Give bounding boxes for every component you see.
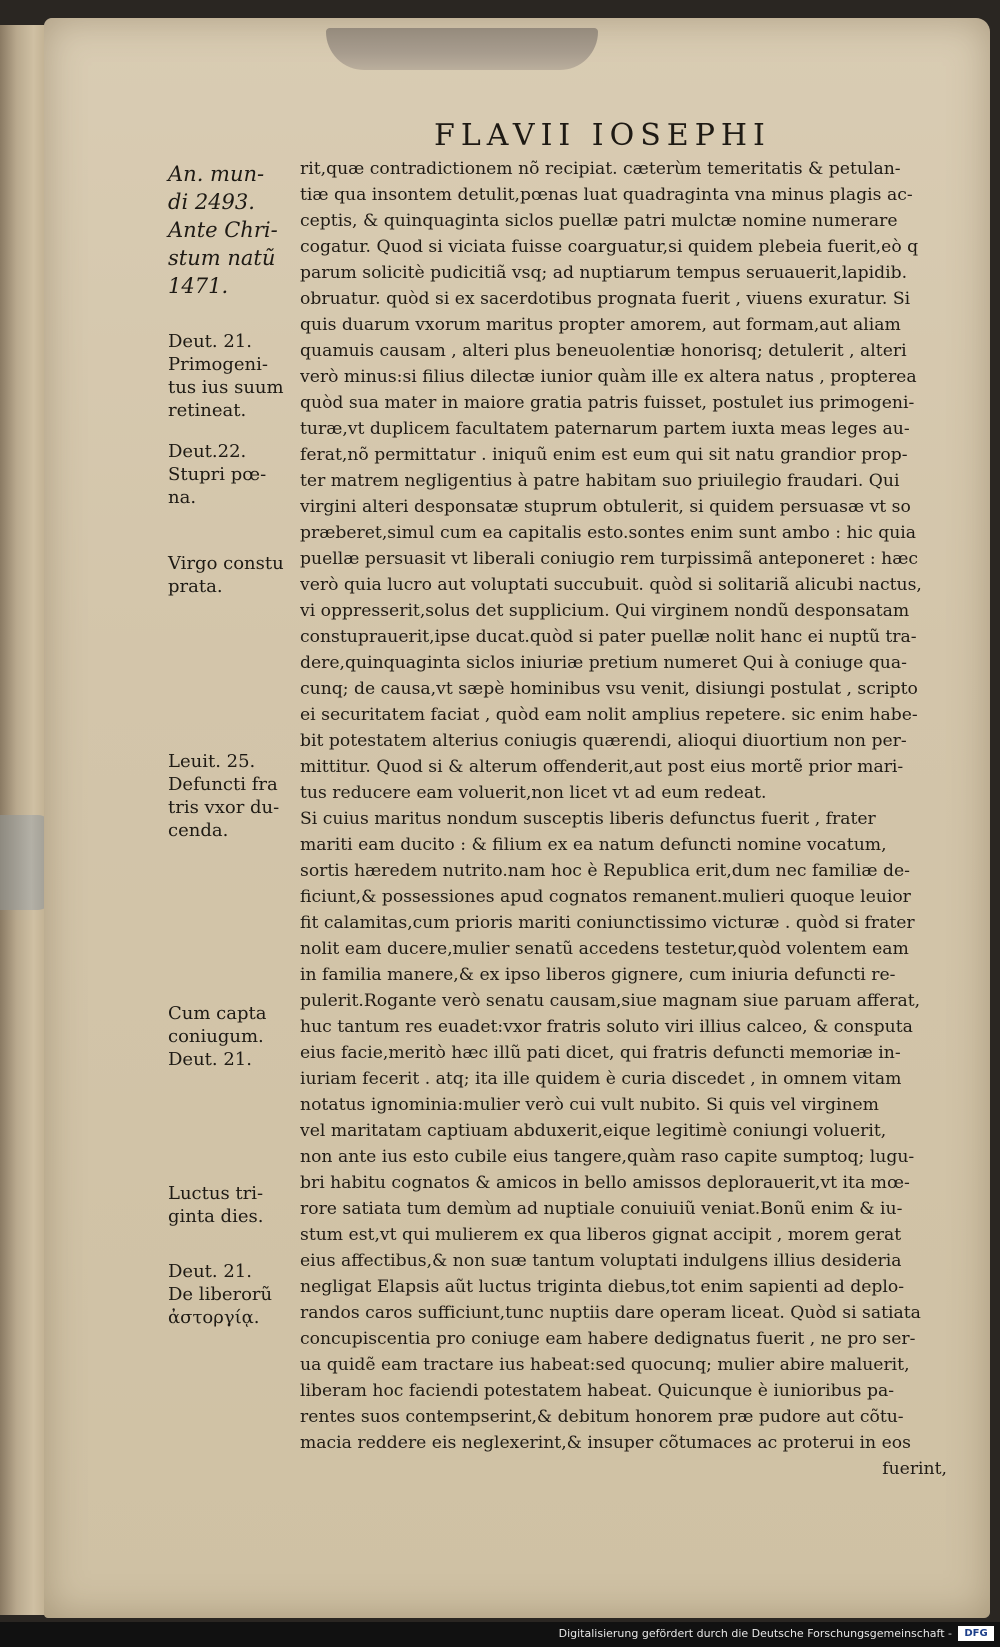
body-line: concupiscentia pro coniuge eam habere dedignatus fuerit , ne pro ser-: [300, 1329, 916, 1349]
margin-note-capta: [168, 1002, 266, 1071]
margin-note-line: Primogeni-: [168, 354, 268, 375]
margin-note-line: Defuncti fra: [168, 774, 278, 795]
body-text: [300, 156, 955, 1482]
margin-note-line: Cum capta: [168, 1003, 267, 1024]
body-line: eius facie,meritò hæc illũ pati dicet, qui fratris defuncti memoriæ in-: [300, 1043, 901, 1063]
body-line: bri habitu cognatos & amicos in bello amissos deplorauerit,vt ita mœ-: [300, 1173, 910, 1193]
body-line: virgini alteri desponsatæ stuprum obtulerit, si quidem persuasæ vt so: [300, 497, 911, 517]
margin-note-line: ginta dies.: [168, 1206, 264, 1227]
body-line: puellæ persuasit vt liberali coniugio rem turpissimã anteponeret : hæc: [300, 549, 918, 569]
margin-note-luctus: [168, 1182, 263, 1228]
body-line: in familia manere,& ex ipso liberos gignere, cum iniuria defuncti re-: [300, 965, 896, 985]
margin-note-line: Leuit. 25.: [168, 751, 256, 772]
body-line: mariti eam ducito : & filium ex ea natum defuncti nomine vocatum,: [300, 835, 887, 855]
dfg-logo: DFG: [958, 1626, 994, 1641]
body-line: ei securitatem faciat , quòd eam nolit amplius repetere. sic enim habe-: [300, 705, 918, 725]
body-line: quis duarum vxorum maritus propter amorem, aut formam,aut aliam: [300, 315, 901, 335]
margin-note-line: ἀστοργίᾳ.: [168, 1307, 260, 1328]
margin-note-line: Stupri pœ-: [168, 464, 267, 485]
body-line: negligat Elapsis aũt luctus triginta diebus,tot enim sapienti ad deplo-: [300, 1277, 905, 1297]
tape-strip: [326, 28, 598, 70]
margin-note-line: 1471.: [168, 274, 229, 298]
body-line: rit,quæ contradictionem nõ recipiat. cæterùm temeritatis & petulan-: [300, 159, 901, 179]
funding-credit: Digitalisierung gefördert durch die Deutsche Forschungsgemeinschaft -: [558, 1627, 952, 1640]
body-line: macia reddere eis neglexerint,& insuper cõtumaces ac proterui in eos: [300, 1433, 911, 1453]
body-line: verò quia lucro aut voluptati succubuit. quòd si solitariã alicubi nactus,: [300, 575, 922, 595]
body-line: dere,quinquaginta siclos iniuriæ pretium numeret Qui à coniuge qua-: [300, 653, 907, 673]
margin-note-line: tus ius suum: [168, 377, 284, 398]
body-line: ceptis, & quinquaginta siclos puellæ patri mulctæ nomine numerare: [300, 211, 898, 231]
body-line: ficiunt,& possessiones apud cognatos remanent.mulieri quoque leuior: [300, 887, 911, 907]
body-line: mittitur. Quod si & alterum offenderit,aut post eius mortẽ prior mari-: [300, 757, 904, 777]
margin-note-line: retineat.: [168, 400, 247, 421]
margin-note-line: prata.: [168, 576, 223, 597]
running-head: FLAVII IOSEPHI: [434, 118, 771, 153]
margin-note-line: De liberorũ: [168, 1284, 273, 1305]
body-line: cogatur. Quod si viciata fuisse coarguatur,si quidem plebeia fuerit,eò q: [300, 237, 919, 257]
body-line: eius affectibus,& non suæ tantum voluptati indulgens illius desideria: [300, 1251, 902, 1271]
body-line: stum est,vt qui mulierem ex qua liberos gignat accipit , morem gerat: [300, 1225, 902, 1245]
body-line: pulerit.Rogante verò senatu causam,siue magnam siue paruam afferat,: [300, 991, 921, 1011]
body-line: rore satiata tum demùm ad nuptiale conuiuiũ veniat.Bonũ enim & iu-: [300, 1199, 903, 1219]
body-line: vel maritatam captiuam abduxerit,eique legitimè coniungi voluerit,: [300, 1121, 887, 1141]
margin-note-date: [168, 160, 278, 300]
body-line: iuriam fecerit . atq; ita ille quidem è curia discedet , in omnem vitam: [300, 1069, 902, 1089]
body-line: vi oppresserit,solus det supplicium. Qui virginem nondũ desponsatam: [300, 601, 910, 621]
body-line: ferat,nõ permittatur . iniquũ enim est eum qui sit natu grandior prop-: [300, 445, 908, 465]
margin-note-virgo: [168, 552, 284, 598]
body-line: fit calamitas,cum prioris mariti coniunctissimo victuræ . quòd si frater: [300, 913, 915, 933]
body-line: tiæ qua insontem detulit,pœnas luat quadraginta vna minus plagis ac-: [300, 185, 913, 205]
body-line: quòd sua mater in maiore gratia patris fuisset, postulet ius primogeni-: [300, 393, 915, 413]
body-line: liberam hoc faciendi potestatem habeat. Quicunque è iunioribus pa-: [300, 1381, 895, 1401]
body-line: randos caros sufficiunt,tunc nuptiis dare operam liceat. Quòd si satiata: [300, 1303, 921, 1323]
margin-note-defuncti: [168, 750, 279, 842]
body-line: bit potestatem alterius coniugis quærendi, alioqui diuortium non per-: [300, 731, 907, 751]
margin-note-liberorum: [168, 1260, 272, 1329]
margin-note-line: na.: [168, 487, 197, 508]
body-line: notatus ignominia:mulier verò cui vult nubito. Si quis vel virginem: [300, 1095, 879, 1115]
body-line: sortis hæredem nutrito.nam hoc è Republica erit,dum nec familiæ de-: [300, 861, 910, 881]
body-line: non ante ius esto cubile eius tangere,quàm raso capite sumptoq; lugu-: [300, 1147, 915, 1167]
margin-note-line: Deut. 21.: [168, 1049, 252, 1070]
margin-note-line: cenda.: [168, 820, 229, 841]
body-line: turæ,vt duplicem facultatem paternarum partem iuxta meas leges au-: [300, 419, 910, 439]
margin-note-primogenitus: [168, 330, 284, 422]
body-line: ua quidẽ eam tractare ius habeat:sed quocunq; mulier abire maluerit,: [300, 1355, 910, 1375]
body-line: verò minus:si filius dilectæ iunior quàm ille ex altera natus , propterea: [300, 367, 917, 387]
margin-note-line: tris vxor du-: [168, 797, 280, 818]
body-line: constuprauerit,ipse ducat.quòd si pater puellæ nolit hanc ei nuptũ tra-: [300, 627, 917, 647]
margin-note-line: An. mun-: [168, 162, 265, 186]
body-line: ter matrem negligentius à patre habitam suo priuilegio fraudari. Qui: [300, 471, 900, 491]
margin-note-line: Luctus tri-: [168, 1183, 264, 1204]
body-line: quamuis causam , alteri plus beneuolentiæ honorisq; detulerit , alteri: [300, 341, 907, 361]
body-line: huc tantum res euadet:vxor fratris soluto viri illius calceo, & consputa: [300, 1017, 913, 1037]
margin-note-line: Deut. 21.: [168, 1261, 252, 1282]
body-line: rentes suos contempserint,& debitum honorem præ pudore aut cõtu-: [300, 1407, 904, 1427]
body-line: obruatur. quòd si ex sacerdotibus prognata fuerit , viuens exuratur. Si: [300, 289, 911, 309]
body-line: præberet,simul cum ea capitalis esto.sontes enim sunt ambo : hic quia: [300, 523, 917, 543]
body-line: nolit eam ducere,mulier senatũ accedens testetur,quòd volentem eam: [300, 939, 909, 959]
body-line: tus reducere eam voluerit,non licet vt ad eum redeat.: [300, 783, 767, 803]
margin-note-line: coniugum.: [168, 1026, 264, 1047]
body-line: parum solicitè pudicitiã vsq; ad nuptiarum tempus seruauerit,lapidib.: [300, 263, 908, 283]
margin-note-line: Virgo constu: [168, 553, 284, 574]
margin-note-line: Deut.22.: [168, 441, 247, 462]
body-line: cunq; de causa,vt sæpè hominibus vsu venit, disiungi postulat , scripto: [300, 679, 918, 699]
body-line: Si cuius maritus nondum susceptis liberis defunctus fuerit , frater: [300, 809, 876, 829]
margin-note-line: di 2493.: [168, 190, 255, 214]
margin-note-line: stum natũ: [168, 246, 276, 270]
margin-note-line: Deut. 21.: [168, 331, 252, 352]
margin-note-line: Ante Chri-: [168, 218, 278, 242]
body-line: fuerint,: [882, 1459, 947, 1479]
margin-note-stupri: [168, 440, 266, 509]
